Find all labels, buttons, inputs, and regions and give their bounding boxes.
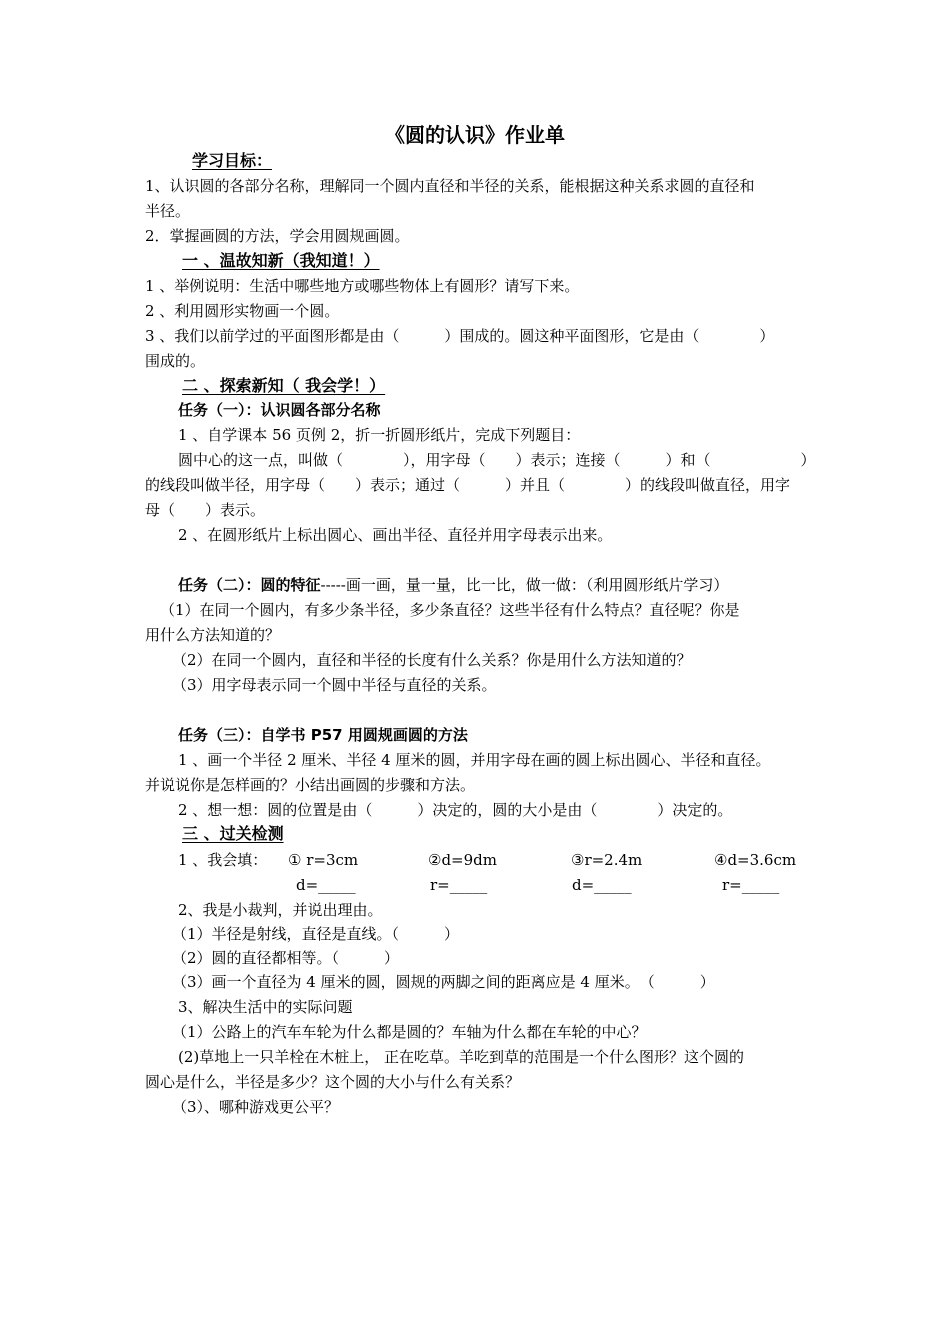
practical-3: （3）、哪种游戏更公平？ [172, 1098, 340, 1116]
task-1-q1: 1 、自学课本 56 页例 2，折一折圆形纸片，完成下列题目： [178, 426, 581, 444]
task-1-fill-line-3: 母（ ）表示。 [145, 501, 266, 519]
task-3-q1-line-1: 1 、画一个半径 2 厘米、半径 4 厘米的圆，并用字母在画的圆上标出圆心、半径和直径。 [178, 751, 771, 769]
task-1-q2: 2 、在圆形纸片上标出圆心、画出半径、直径并用字母表示出来。 [178, 526, 613, 544]
practical-2-line-1: (2)草地上一只羊栓在木桩上， 正在吃草。羊吃到草的范围是一个什么图形？这个圆的 [178, 1048, 745, 1066]
goal-2: 2．掌握画圆的方法，学会用圆规画圆。 [145, 227, 410, 245]
task-2-q1-line-2: 用什么方法知道的？ [145, 626, 281, 644]
task-1-heading: 任务（一）：认识圆各部分名称 [178, 401, 381, 419]
task-2-heading [178, 574, 728, 596]
judge-1: （1）半径是射线，直径是直线。（ ） [172, 925, 460, 943]
fill-intro: 1 、我会填： [178, 851, 268, 869]
section-1-q3-line-2: 围成的。 [145, 352, 206, 370]
fill-item-2-answer: r=_____ [430, 876, 488, 894]
goals-heading: 学习目标： [192, 151, 273, 170]
fill-item-2-given: ②d=9dm [428, 851, 497, 869]
practical-1: （1）公路上的汽车车轮为什么都是圆的？车轴为什么都在车轮的中心？ [172, 1023, 647, 1041]
fill-item-1-answer: d=_____ [296, 876, 356, 894]
fill-item-3-given: ③r=2.4m [571, 851, 643, 869]
task-2-q1-line-1: （1）在同一个圆内，有多少条半径，多少条直径？这些半径有什么特点？直径呢？你是 [160, 601, 740, 619]
practical-heading: 3、解决生活中的实际问题 [178, 998, 353, 1016]
section-1-q3-line-1: 3 、我们以前学过的平面图形都是由（ ）围成的。圆这种平面图形，它是由（ ） [145, 327, 775, 345]
task-2-heading-bold: 任务（二）：圆的特征 [178, 576, 321, 594]
section-3-heading: 三 、过关检测 [182, 824, 284, 843]
section-2-heading: 二 、探索新知（ 我会学！） [182, 376, 386, 395]
practical-2-line-2: 圆心是什么，半径是多少？这个圆的大小与什么有关系？ [145, 1073, 521, 1091]
task-2-q3: （3）用字母表示同一个圆中半径与直径的关系。 [172, 676, 497, 694]
judge-2: （2）圆的直径都相等。（ ） [172, 949, 400, 967]
task-3-heading: 任务（三）：自学书 P57 用圆规画圆的方法 [178, 726, 468, 744]
task-3-q1-line-2: 并说说你是怎样画的？小结出画圆的步骤和方法。 [145, 776, 476, 794]
task-1-fill-line-2: 的线段叫做半径，用字母（ ）表示；通过（ ）并且（ ）的线段叫做直径，用字 [145, 476, 791, 494]
goal-1-line-1: 1、认识圆的各部分名称，理解同一个圆内直径和半径的关系，能根据这种关系求圆的直径和 [145, 177, 755, 195]
section-1-q1: 1 、举例说明：生活中哪些地方或哪些物体上有圆形？请写下来。 [145, 277, 580, 295]
fill-item-4-answer: r=_____ [722, 876, 780, 894]
goal-1-line-2: 半径。 [145, 202, 191, 220]
fill-item-3-answer: d=_____ [572, 876, 632, 894]
judge-heading: 2、我是小裁判，并说出理由。 [178, 901, 383, 919]
judge-3: （3）画一个直径为 4 厘米的圆，圆规的两脚之间的距离应是 4 厘米。 （ ） [172, 973, 715, 991]
fill-item-1-given: ① r=3cm [288, 851, 359, 869]
page-title: 《圆的认识》作业单 [385, 123, 565, 147]
section-1-heading: 一 、温故知新（我知道！） [182, 251, 380, 270]
task-1-fill-line-1: 圆中心的这一点，叫做（ ），用字母（ ）表示；连接（ ）和（ ） [178, 451, 816, 469]
task-3-q2: 2 、想一想：圆的位置是由（ ）决定的，圆的大小是由（ ）决定的。 [178, 801, 733, 819]
section-1-q2: 2 、利用圆形实物画一个圆。 [145, 302, 340, 320]
task-2-heading-rest: -----画一画，量一量，比一比，做一做：（利用圆形纸片学习） [320, 576, 729, 594]
fill-item-4-given: ④d=3.6cm [714, 851, 797, 869]
task-2-q2: （2）在同一个圆内，直径和半径的长度有什么关系？你是用什么方法知道的？ [172, 651, 692, 669]
